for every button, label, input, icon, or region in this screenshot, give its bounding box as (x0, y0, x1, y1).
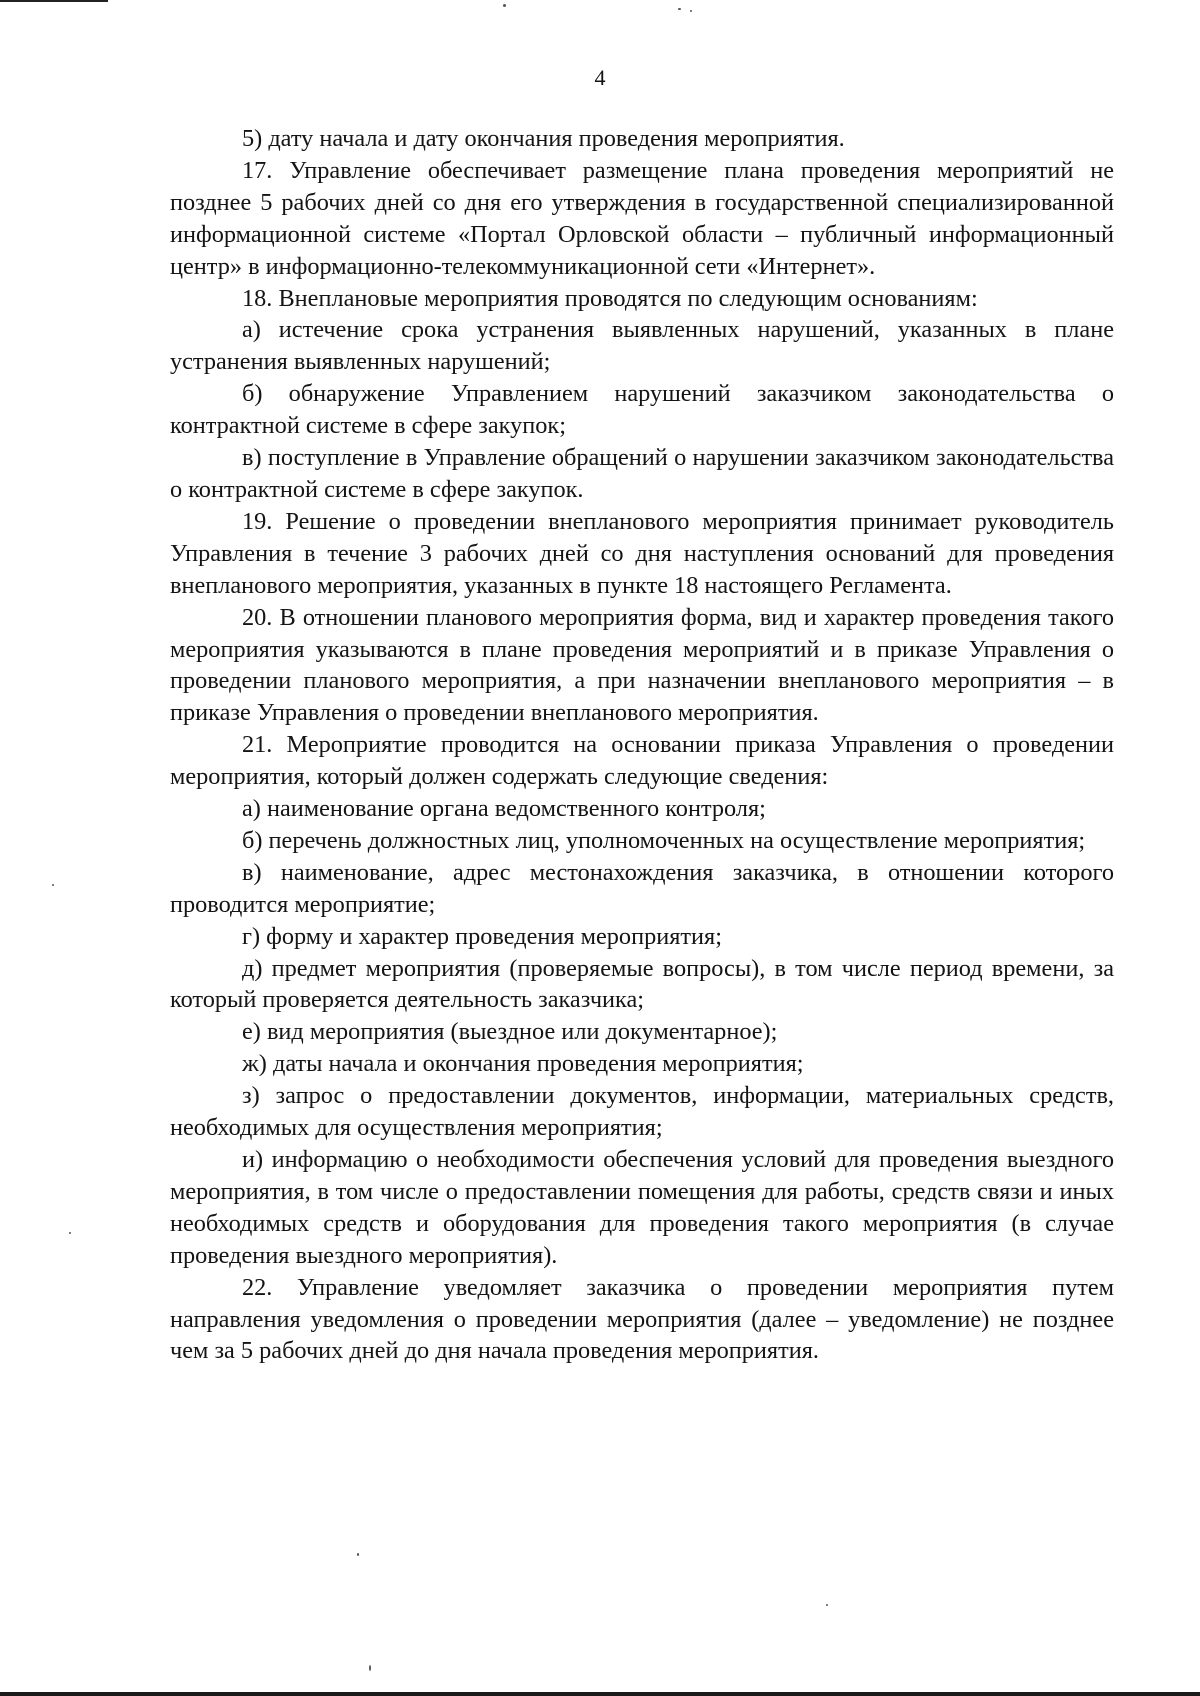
paragraph: б) перечень должностных лиц, уполномоченных на осуществление мероприятия; (242, 826, 1086, 854)
paragraph: 20. В отношении планового мероприятия форма, вид и характер проведения такого мероприятия указываются в плане проведения мероприятий и в приказе Управления о проведении планового мероприятия, а при назначении внепланового мероприятия – в приказе Управления о проведении внепланового мероприятия. (170, 603, 1114, 727)
scan-speck (678, 8, 681, 10)
scan-speck (503, 4, 506, 7)
scan-speck (826, 1604, 828, 1606)
paragraph: а) наименование органа ведомственного контроля; (242, 795, 766, 823)
scan-edge-line-bottom (0, 1692, 1200, 1696)
paragraph: ж) даты начала и окончания проведения мероприятия; (242, 1050, 804, 1078)
scan-speck (690, 10, 692, 12)
paragraph: з) запрос о предоставлении документов, информации, материальных средств, необходимых для осуществления мероприятия; (170, 1082, 1114, 1142)
paragraph: в) поступление в Управление обращений о нарушении заказчиком законодательства о контрактной системе в сфере закупок. (170, 444, 1114, 503)
scan-speck (52, 884, 54, 886)
page-number: 4 (594, 65, 606, 90)
scan-speck (69, 1232, 71, 1234)
paragraph: а) истечение срока устранения выявленных нарушений, указанных в плане устранения выявленных нарушений; (170, 316, 1114, 376)
paragraph: д) предмет мероприятия (проверяемые вопросы), в том числе период времени, за который проверяется деятельность заказчика; (170, 954, 1114, 1014)
paragraph: 5) дату начала и дату окончания проведения мероприятия. (242, 125, 845, 152)
paragraph: 21. Мероприятие проводится на основании приказа Управления о проведении мероприятия, который должен содержать следующие сведения: (170, 731, 1114, 791)
paragraph: 17. Управление обеспечивает размещение плана проведения мероприятий не позднее 5 рабочих дней со дня его утверждения в государственной специализированной информационной системе «Портал Орловской области – публичный информационный центр» в информационно-телекоммуникационной сети «Интернет». (170, 156, 1114, 280)
paragraph: в) наименование, адрес местонахождения заказчика, в отношении которого проводится мероприятие; (170, 858, 1114, 918)
paragraph: е) вид мероприятия (выездное или документарное); (242, 1018, 778, 1046)
paragraph: 22. Управление уведомляет заказчика о проведении мероприятия путем направления уведомления о проведении мероприятия (далее – уведомление) не позднее чем за 5 рабочих дней до дня начала проведения мероприятия. (170, 1273, 1114, 1365)
paragraph: г) форму и характер проведения мероприятия; (242, 922, 722, 950)
scan-speck (357, 1553, 359, 1556)
paragraph: б) обнаружение Управлением нарушений заказчиком законодательства о контрактной системе в сфере закупок; (170, 380, 1114, 440)
paragraph: 19. Решение о проведении внепланового мероприятия принимает руководитель Управления в течение 3 рабочих дней со дня наступления оснований для проведения внепланового мероприятия, указанных в пункте 18 настоящего Регламента. (170, 507, 1114, 599)
scan-speck (369, 1665, 371, 1671)
document-body (170, 123, 1114, 1367)
paragraph: и) информацию о необходимости обеспечения условий для проведения выездного мероприятия, в том числе о предоставлении помещения для работы, средств связи и иных необходимых средств и оборудования для проведения такого мероприятия (в случае проведения выездного мероприятия). (170, 1146, 1114, 1269)
paragraph: 18. Внеплановые мероприятия проводятся по следующим основаниям: (242, 284, 978, 312)
scan-edge-line-top (0, 0, 108, 2)
